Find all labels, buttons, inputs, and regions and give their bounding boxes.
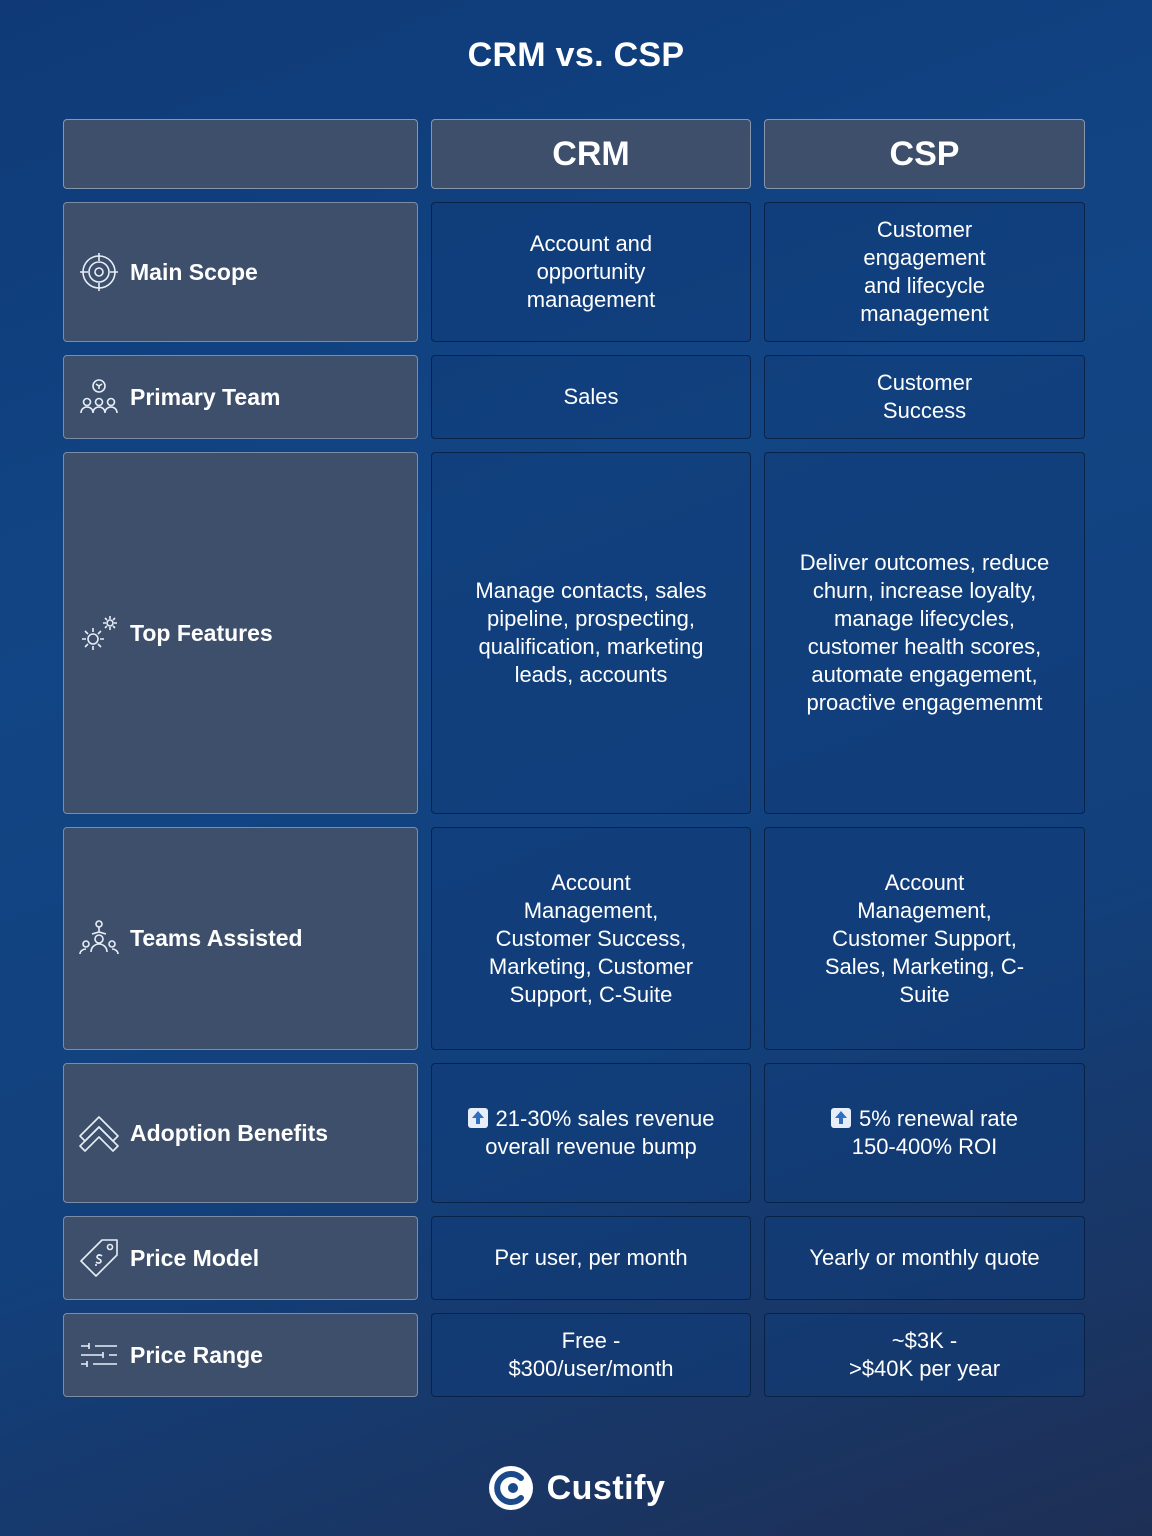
up-arrow-icon [468,1108,488,1128]
team-icon [78,376,120,418]
chevrons-up-icon [78,1112,120,1154]
sliders-icon [78,1334,120,1376]
gears-icon [78,612,120,654]
target-icon [78,251,120,293]
people-network-icon [78,918,120,960]
csp-primary-team: Customer Success [764,355,1085,439]
csp-top-features: Deliver outcomes, reduce churn, increase loyalty, manage lifecycles, customer health scores, automate engagement, proactive engagemenmt [764,452,1085,814]
csp-price-range: ~$3K - >$40K per year [764,1313,1085,1397]
column-header-csp: CSP [764,119,1085,189]
row-label-price-range: Price Range [63,1313,418,1397]
row-label-adoption-benefits: Adoption Benefits [63,1063,418,1203]
header-empty-cell [63,119,418,189]
row-label-top-features: Top Features [63,452,418,814]
row-label-primary-team: Primary Team [63,355,418,439]
row-label-price-model: Price Model [63,1216,418,1300]
csp-main-scope: Customer engagement and lifecycle management [764,202,1085,342]
custify-logo-icon [487,1464,535,1512]
price-tag-icon [78,1237,120,1279]
crm-top-features: Manage contacts, sales pipeline, prospecting, qualification, marketing leads, accounts [431,452,751,814]
row-label-teams-assisted: Teams Assisted [63,827,418,1050]
csp-teams-assisted: Account Management, Customer Support, Sales, Marketing, C-Suite [764,827,1085,1050]
crm-adoption-benefits: 21-30% sales revenue overall revenue bump [431,1063,751,1203]
brand-logo: Custify [0,1464,1152,1512]
crm-primary-team: Sales [431,355,751,439]
up-arrow-icon [831,1108,851,1128]
crm-price-model: Per user, per month [431,1216,751,1300]
csp-adoption-benefits: 5% renewal rate 150-400% ROI [764,1063,1085,1203]
csp-price-model: Yearly or monthly quote [764,1216,1085,1300]
column-header-crm: CRM [431,119,751,189]
row-label-main-scope: Main Scope [63,202,418,342]
crm-main-scope: Account and opportunity management [431,202,751,342]
page-title: CRM vs. CSP [467,36,685,74]
crm-price-range: Free - $300/user/month [431,1313,751,1397]
crm-teams-assisted: Account Management, Customer Success, Marketing, Customer Support, C-Suite [431,827,751,1050]
